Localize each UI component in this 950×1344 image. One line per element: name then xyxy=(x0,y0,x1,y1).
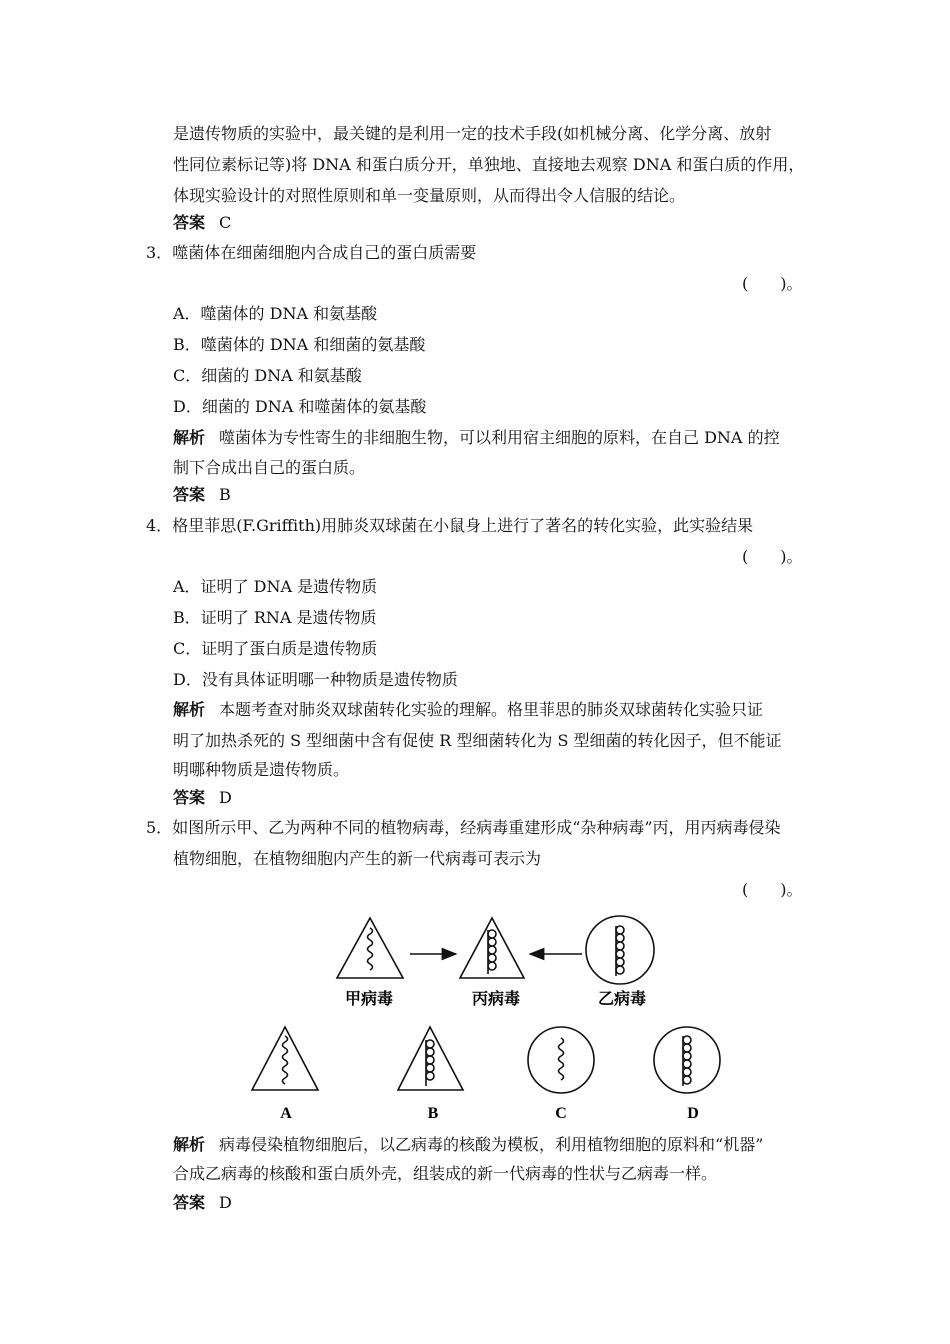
option-b: B．噬菌体的 DNA 和细菌的氨基酸 xyxy=(173,335,426,354)
analysis-text: 病毒侵染植物细胞后，以乙病毒的核酸为模板，利用植物细胞的原料和“机器” xyxy=(219,1135,764,1154)
analysis-label: 解析 xyxy=(173,428,206,447)
option-d: D．没有具体证明哪一种物质是遗传物质 xyxy=(173,670,458,689)
analysis-line-3: 明哪种物质是遗传物质。 xyxy=(173,760,350,779)
analysis-line-2: 制下合成出自己的蛋白质。 xyxy=(173,458,366,477)
analysis-line-2: 明了加热杀死的 S 型细菌中含有促使 R 型细菌转化为 S 型细菌的转化因子，但不能证 xyxy=(173,731,782,750)
option-d: D．细菌的 DNA 和噬菌体的氨基酸 xyxy=(173,397,427,416)
virus-label-bing: 丙病毒 xyxy=(471,989,521,1008)
option-c-shape xyxy=(528,1027,594,1093)
answer-label: 答案 xyxy=(173,485,206,504)
wavy-nucleic-acid-icon xyxy=(283,1036,288,1084)
answer-blank: ( )。 xyxy=(742,274,803,293)
answer-label: 答案 xyxy=(173,788,206,807)
analysis-label: 解析 xyxy=(173,700,206,719)
intro-line-1: 是遗传物质的实验中，最关键的是利用一定的技术手段(如机械分离、化学分离、放射 xyxy=(173,124,772,143)
answer-value: D xyxy=(219,788,232,807)
figure-option-d-label: D xyxy=(687,1105,699,1122)
figure-option-b-label: B xyxy=(427,1105,439,1122)
question-text: 格里菲思(F.Griffith)用肺炎双球菌在小鼠身上进行了著名的转化实验，此实验结果 xyxy=(172,516,754,535)
question-number: 3． xyxy=(146,243,173,262)
wavy-nucleic-acid-icon xyxy=(559,1038,564,1080)
answer-blank: ( )。 xyxy=(742,880,803,899)
virus-jia-shape xyxy=(337,918,403,978)
answer-label: 答案 xyxy=(173,213,206,232)
intro-line-3: 体现实验设计的对照性原则和单一变量原则，从而得出令人信服的结论。 xyxy=(173,186,686,205)
figure-option-a-label: A xyxy=(280,1105,292,1122)
answer-value: C xyxy=(219,213,232,232)
answer-value: B xyxy=(219,485,231,504)
answer-blank: ( )。 xyxy=(742,547,803,566)
question-text: 噬菌体在细菌细胞内合成自己的蛋白质需要 xyxy=(172,243,477,262)
answer-value: D xyxy=(219,1193,232,1212)
intro-line-2: 性同位素标记等)将 DNA 和蛋白质分开，单独地、直接地去观察 DNA 和蛋白质的作用， xyxy=(173,155,805,174)
option-b: B．证明了 RNA 是遗传物质 xyxy=(173,608,377,627)
virus-label-jia: 甲病毒 xyxy=(344,989,394,1008)
question-5-stem-line-2: 植物细胞，在植物细胞内产生的新一代病毒可表示为 xyxy=(173,849,542,868)
wavy-nucleic-acid-icon xyxy=(368,928,373,970)
option-c: C．证明了蛋白质是遗传物质 xyxy=(173,639,378,658)
answer-label: 答案 xyxy=(173,1193,206,1212)
question-text: 如图所示甲、乙为两种不同的植物病毒，经病毒重建形成“杂种病毒”丙，用丙病毒侵染 xyxy=(172,818,781,837)
option-c: C．细菌的 DNA 和氨基酸 xyxy=(173,366,362,385)
analysis-label: 解析 xyxy=(173,1135,206,1154)
coiled-nucleic-acid-icon xyxy=(616,926,624,976)
question-number: 5． xyxy=(146,818,173,837)
coiled-nucleic-acid-icon xyxy=(488,930,496,974)
virus-label-yi: 乙病毒 xyxy=(597,989,647,1008)
analysis-text: 本题考查对肺炎双球菌转化实验的理解。格里菲思的肺炎双球菌转化实验只证 xyxy=(219,700,764,719)
virus-bing-shape xyxy=(460,918,524,978)
option-a: A．证明了 DNA 是遗传物质 xyxy=(173,577,378,596)
analysis-line-2: 合成乙病毒的核酸和蛋白质外壳，组装成的新一代病毒的性状与乙病毒一样。 xyxy=(173,1164,718,1183)
option-a: A．噬菌体的 DNA 和氨基酸 xyxy=(173,304,378,323)
coiled-nucleic-acid-icon xyxy=(683,1036,691,1086)
question-number: 4． xyxy=(146,516,173,535)
analysis-text: 噬菌体为专性寄生的非细胞生物，可以利用宿主细胞的原料，在自己 DNA 的控 xyxy=(219,428,780,447)
figure-option-c-label: C xyxy=(555,1105,567,1122)
analysis-line-1 xyxy=(173,1135,763,1155)
q5-answer xyxy=(173,1193,232,1213)
coiled-nucleic-acid-icon xyxy=(426,1040,434,1086)
